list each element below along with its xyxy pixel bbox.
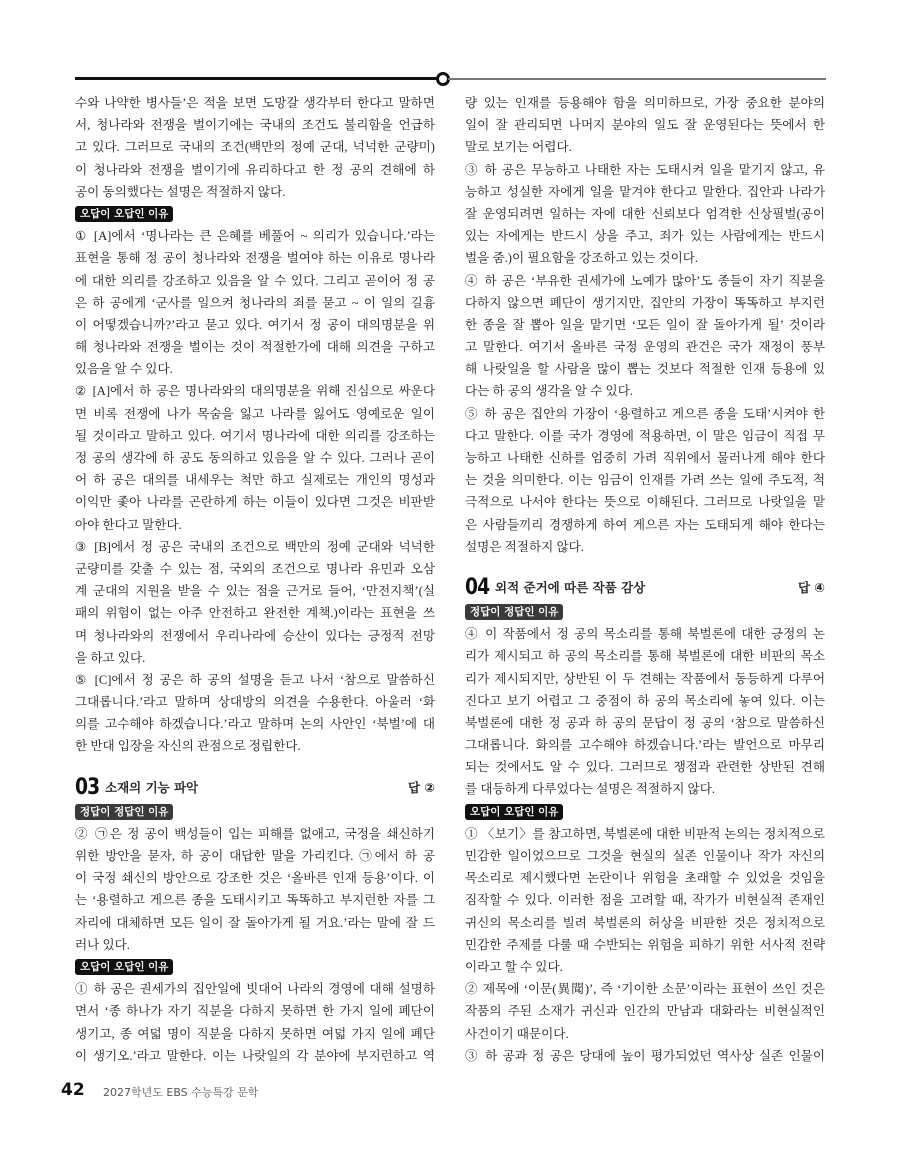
text-line: 패의 위험이 없는 아주 안전하고 완전한 계책.)이라는 표현을 쓰 [75,606,435,621]
paragraph [465,92,825,159]
text-line: 설명은 적절하지 않다. [465,539,584,554]
badge-row [75,956,435,978]
right-column [465,92,825,1067]
text-line: 정 공의 생각에 하 공도 동의하고 있음을 알 수 있다. 그러나 곧이 [75,451,435,465]
book-title: 2027학년도 EBS 수능특강 문학 [103,1086,259,1099]
answer-label: 답 ④ [797,580,825,596]
paragraph [75,823,435,956]
text-line: 민감한 주제를 다룰 때 수반되는 위험을 피하기 위한 서사적 전략 [465,937,825,952]
text-line: 있음을 알 수 있다. [75,362,173,377]
text-line: 은 하 공에게 ‘군사를 일으켜 청나라의 죄를 묻고 ~ 이 일의 길흉 [75,295,435,310]
text-line: 이 국정 쇄신의 방안으로 강조한 것은 ‘올바른 인재 등용’이다. 이 [75,871,435,886]
text-line: ② ㉠은 정 공이 백성들이 입는 피해를 없애고, 국정을 쇄신하기 [75,826,435,841]
text-line: 다는 하 공의 생각을 알 수 있다. [465,384,634,399]
text-line: 그대롭니다.’라고 말하며 상대방의 의견을 수용한다. 아울러 ‘화 [75,695,435,710]
paragraph [75,92,435,203]
text-line: 리가 제시되지만, 상반된 이 두 견해는 작품에서 동등하게 다루어 [465,671,825,686]
text-line: 북벌론에 대한 정 공과 하 공의 문답이 정 공의 ‘참으로 말씀하신 [465,715,825,730]
text-line: 계 군대의 지원을 받을 수 있는 점을 근거로 들어, ‘만전지책’(실 [75,584,435,599]
text-line: 능하고 성실한 자에게 일을 맡겨야 한다고 말한다. 집안과 나라가 [465,184,825,199]
text-line: 말로 보기는 어렵다. [465,140,572,155]
correct-reason-badge: 정답이 정답인 이유 [75,804,173,820]
text-line: 이 청나라와 전쟁을 벌이기에 유리하다고 한 정 공의 견해에 하 [75,162,435,177]
text-line: 생기고, 종 여덟 명이 직분을 다하지 못하면 여덟 가지 일에 폐단 [75,1026,435,1041]
text-line: 자리에 대체하면 모든 일이 잘 돌아가게 될 거요.’라는 말에 잘 드 [75,915,435,930]
wrong-reason-badge: 오답이 오답인 이유 [75,206,173,222]
text-line: 그대롭니다. 화의를 고수해야 하겠습니다.’라는 발언으로 마무리 [465,738,825,753]
badge-row [75,203,435,225]
paragraph [465,823,825,978]
paragraph [465,978,825,1045]
text-line: 어 하 공은 대의를 내세우는 척만 하고 실제로는 개인의 명성과 [75,473,435,488]
paragraph [75,669,435,758]
text-line: 이라고 할 수 있다. [465,959,563,974]
text-line: ① 하 공은 권세가의 집안일에 빗대어 나라의 경영에 대해 설명하 [75,982,435,997]
paragraph [75,978,435,1067]
text-line: ④ 이 작품에서 정 공의 목소리를 통해 북벌론에 대한 긍정의 논 [465,627,825,642]
text-line: 되는 것에서도 알 수 있다. 그러므로 쟁점과 관련한 상반된 견해 [465,760,825,775]
text-line: 이 어떻겠습니까?’라고 묻고 있다. 여기서 정 공이 대의명분을 위 [75,317,435,332]
text-line: 한 반대 입장을 자신의 관점으로 정립한다. [75,739,301,754]
paragraph [465,1045,825,1067]
badge-row [75,801,435,823]
text-line: 해 나랏일을 할 사람을 많이 뽑는 것보다 적절한 인재 등용에 있 [465,362,825,377]
text-line: 의를 고수해야 하겠습니다.’라고 말하며 논의 사안인 ‘북벌’에 대 [75,717,435,732]
text-line: 리가 제시되고 하 공의 목소리를 통해 북벌론에 대한 비판의 목소 [465,649,825,664]
question-heading [75,775,435,800]
text-line: 잘 운영되려면 일하는 자에 대한 신뢰보다 엄격한 신상필벌(공이 [465,206,825,221]
text-line: 서, 청나라와 전쟁을 벌이기에는 국내의 조건도 불리함을 언급하 [75,118,435,133]
text-line: ③ [B]에서 정 공은 국내의 조건으로 백만의 정예 군대와 넉넉한 [75,539,435,554]
text-line: 군량미를 갖출 수 있는 점, 국외의 조건으로 명나라 유민과 오삼 [75,561,435,576]
text-line: ③ 하 공과 정 공은 당대에 높이 평가되었던 역사상 실존 인물이 [465,1048,825,1063]
text-line: 아야 한다고 말한다. [75,517,182,532]
left-column [75,92,435,1067]
badge-row [465,801,825,823]
paragraph [465,623,825,801]
text-line: 있는 자에게는 반드시 상을 주고, 죄가 있는 사람에게는 반드시 [465,229,825,244]
paragraph [465,159,825,270]
text-line: 수와 나약한 병사들’은 적을 보면 도망갈 생각부터 한다고 말하면 [75,96,435,110]
badge-row [465,601,825,623]
text-line: ④ 하 공은 ‘부유한 권세가에 노예가 많아’도 종들이 자기 직분을 [465,273,825,288]
text-line: 다고 말한다. 이를 국가 경영에 적용하면, 이 말은 임금이 직접 무 [465,428,825,443]
question-heading [465,575,825,600]
text-line: 는 것을 의미한다. 이는 임금이 인재를 가려 쓰는 일에 주도적, 적 [465,473,825,488]
wrong-reason-badge: 오답이 오답인 이유 [465,804,563,820]
header-rule-left [75,77,437,80]
text-line: 표현을 통해 정 공이 청나라와 전쟁을 벌여야 하는 이유로 명나라 [75,251,435,266]
paragraph [465,270,825,403]
text-line: 위한 방안을 묻자, 하 공이 대답한 말을 가리킨다. ㉠에서 하 공 [75,849,435,863]
text-line: 해 청나라와 전쟁을 벌이는 것이 적절한가에 대해 의견을 구하고 [75,340,435,355]
text-line: 을 하고 있다. [75,650,146,665]
text-line: 사건이기 때문이다. [465,1026,569,1041]
paragraph [75,536,435,669]
question-number: 03 [75,774,100,800]
text-line: 짐작할 수 있다. 이러한 점을 고려할 때, 작가가 비현실적 존재인 [465,893,825,908]
text-line: 러나 있다. [75,937,130,952]
text-line: 극적으로 나서야 한다는 뜻으로 이해된다. 그러므로 나랏일을 맡 [465,495,825,510]
text-line: 은 사람들끼리 경쟁하게 하여 게으른 자는 도태되게 해야 한다는 [465,517,825,532]
text-line: 귀신의 목소리를 빌려 북벌론의 허상을 비판한 것은 정치적으로 [465,915,825,930]
wrong-reason-badge: 오답이 오답인 이유 [75,959,173,975]
text-line: 며 청나라와의 전쟁에서 우리나라에 승산이 있다는 긍정적 전망 [75,628,435,643]
question-title: 소재의 기능 파악 [105,780,199,796]
text-line: 능하고 나태한 신하를 엄중히 가려 직위에서 물러나게 해야 한다 [465,451,825,465]
text-line: 고 있다. 그러므로 국내의 조건(백만의 정예 군대, 넉넉한 군량미) [75,140,435,155]
text-line: 이익만 좇아 나라를 곤란하게 하는 이들이 있다면 그것은 비판받 [75,495,435,510]
answer-label: 답 ② [407,780,435,796]
text-line: ① [A]에서 ‘명나라는 큰 은혜를 베풀어 ~ 의리가 있습니다.’라는 [75,229,435,244]
text-line: 고 말한다. 여기서 올바른 국정 운영의 관건은 국가 재정이 풍부 [465,340,825,355]
text-line: ③ 하 공은 무능하고 나태한 자는 도태시켜 일을 맡기지 않고, 유 [465,162,825,177]
text-line: 이 생기오.’라고 말한다. 이는 나랏일의 각 분야에 부지런하고 역 [75,1048,435,1063]
page-number: 42 [61,1080,85,1100]
text-line: ⑤ 하 공은 집안의 가장이 ‘용렬하고 게으른 종을 도태’시켜야 한 [465,406,825,421]
text-line: 진다고 보기 어렵고 그 중점이 하 공의 목소리에 놓여 있다. 이는 [465,693,825,708]
text-line: 민감한 일이었으므로 그것을 현실의 실존 인물이나 작가 자신의 [465,849,825,863]
paragraph [465,403,825,558]
text-line: 면 비록 전쟁에 나가 목숨을 잃고 나라를 잃어도 영예로운 일이 [75,406,435,421]
paragraph [75,380,435,535]
text-line: 를 대등하게 다루었다는 설명은 적절하지 않다. [465,782,716,797]
question-title: 외적 준거에 따른 작품 감상 [495,580,646,596]
correct-reason-badge: 정답이 정답인 이유 [465,604,563,620]
text-line: 공이 동의했다는 설명은 적절하지 않다. [75,184,286,199]
text-line: 한 종을 잘 뽑아 일을 맡기면 ‘모든 일이 잘 돌아가게 될’ 것이라 [465,317,825,332]
text-line: 벌을 줌.)이 필요함을 강조하고 있는 것이다. [465,251,699,266]
text-line: ② [A]에서 하 공은 명나라와의 대의명분을 위해 진심으로 싸운다 [75,384,435,399]
text-line: 량 있는 인재를 등용해야 함을 의미하므로, 가장 중요한 분야의 [465,96,825,110]
text-line: 작품의 주된 소재가 귀신과 인간의 만남과 대화라는 비현실적인 [465,1004,825,1019]
text-line: 일이 잘 관리되면 나머지 분야의 일도 잘 운영된다는 뜻에서 한 [465,118,825,133]
text-line: ② 제목에 ‘이문(異聞)’, 즉 ‘기이한 소문’이라는 표현이 쓰인 것은 [465,982,825,997]
text-line: 는 ‘용렬하고 게으른 종을 도태시키고 똑똑하고 부지런한 자를 그 [75,893,435,908]
text-line: ⑤ [C]에서 정 공은 하 공의 설명을 듣고 나서 ‘참으로 말씀하신 [75,672,435,687]
text-line: 목소리로 제시했다면 논란이나 위험을 초래할 수 있었을 것임을 [465,871,825,886]
text-line: ① 〈보기〉를 참고하면, 북벌론에 대한 비판적 논의는 정치적으로 [465,826,825,841]
text-line: 에 대한 의리를 강조하고 있음을 알 수 있다. 그리고 곧이어 정 공 [75,273,435,288]
text-line: 면서 ‘종 하나가 자기 직분을 다하지 못하면 한 가지 일에 폐단이 [75,1004,435,1019]
header-rule-right [448,78,826,80]
paragraph [75,225,435,380]
text-line: 될 것이라고 말하고 있다. 여기서 명나라에 대한 의리를 강조하는 [75,428,435,443]
question-number: 04 [465,574,490,600]
text-line: 다하지 않으면 폐단이 생기지만, 집안의 가장이 똑똑하고 부지런 [465,295,825,310]
